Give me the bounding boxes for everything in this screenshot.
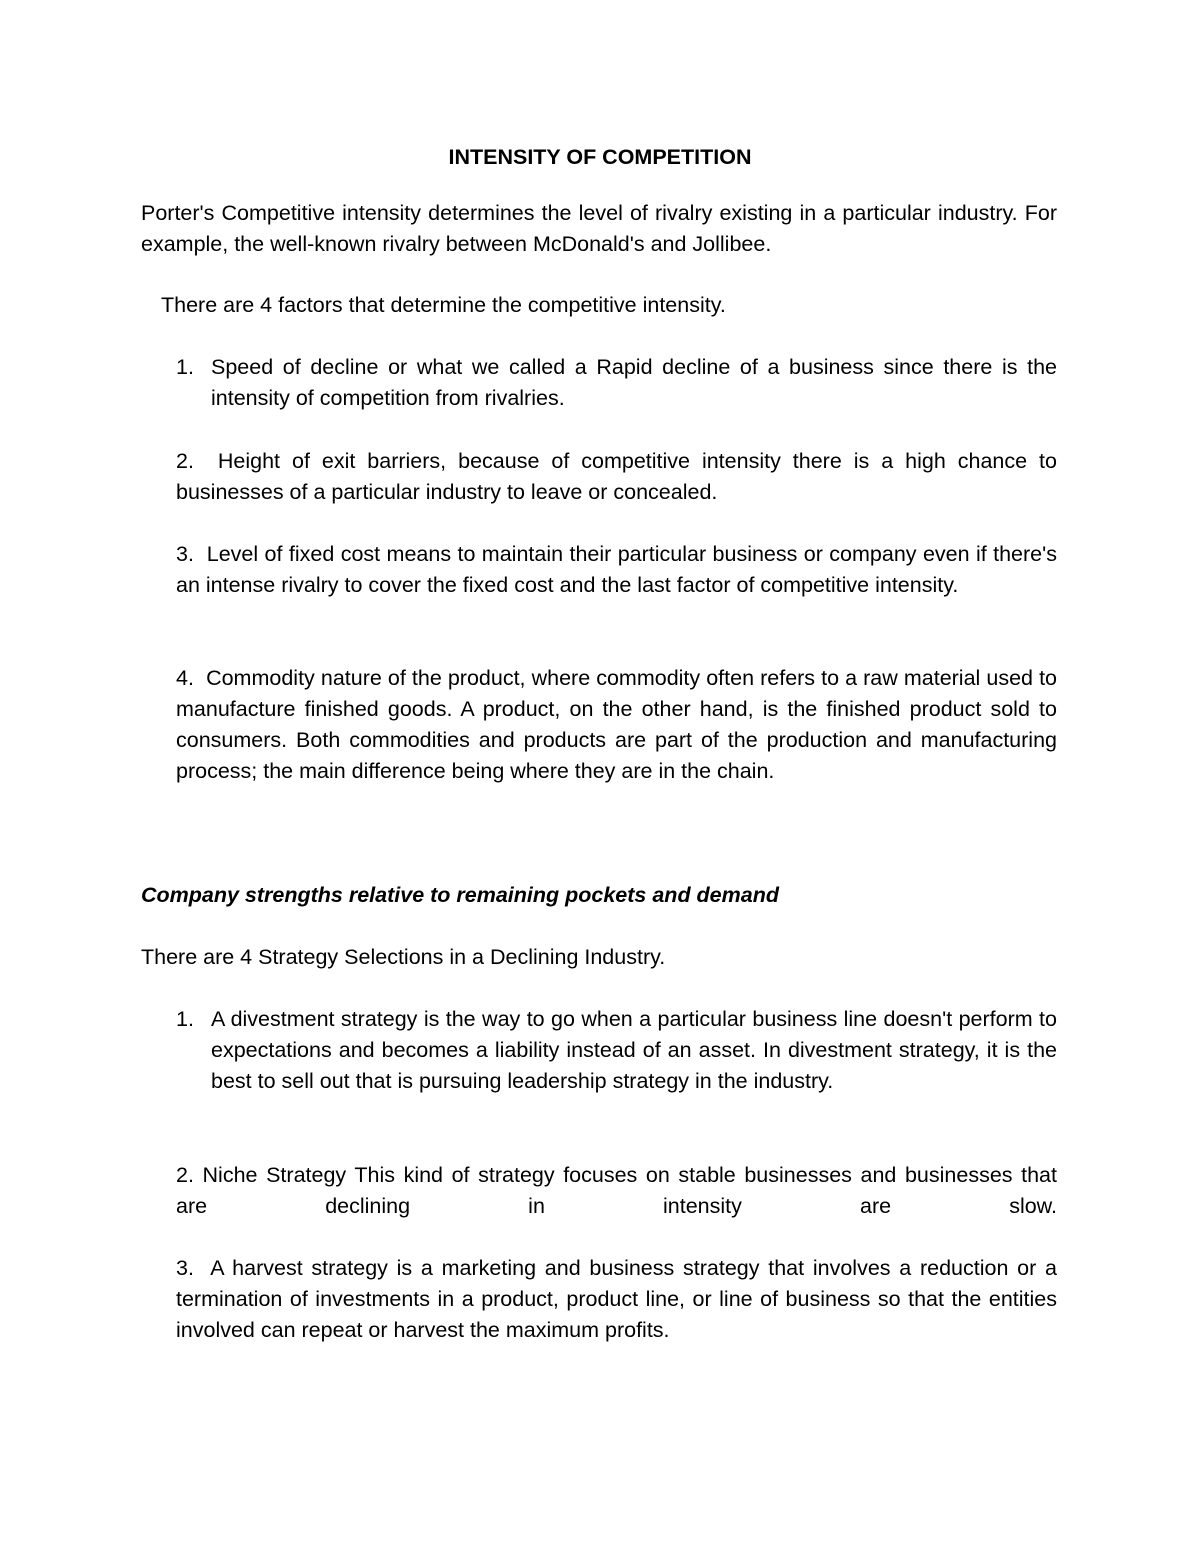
list-item-text: Commodity nature of the product, where commodity often refers to a raw material used to manufacture finished goods. A product, on the other hand, is the finished product sold to consumers. Both commodities and products are part of the production and manufacturing process; the main difference being where they are in the chain.: [176, 666, 1058, 783]
list-item-text: A divestment strategy is the way to go when a particular business line doesn't perform to expectations and becomes a liability instead of an asset. In divestment strategy, it is the best to sell out that is pursuing leadership strategy in the industry.: [211, 1007, 1057, 1093]
list-number: 2.: [176, 449, 194, 473]
list-item-text: Speed of decline or what we called a Rapid decline of a business since there is the intensity of competition from rivalries.: [211, 355, 1057, 410]
factors-lead-paragraph: There are 4 factors that determine the competitive intensity.: [161, 293, 726, 317]
list-number: 3.: [176, 542, 194, 566]
list-item-text: Level of fixed cost means to maintain their particular business or company even if there's an intense rivalry to cover the fixed cost and the last factor of competitive intensity.: [176, 542, 1057, 597]
section-heading: Company strengths relative to remaining pockets and demand: [141, 883, 779, 907]
list-item-text: A harvest strategy is a marketing and business strategy that involves a reduction or a termination of investments in a product, product line, or line of business so that the entities involved can repeat or harvest the maximum profits.: [176, 1256, 1058, 1342]
list-item-text: Niche Strategy This kind of strategy focuses on stable businesses and businesses that are declining in intensity are slow.: [176, 1163, 1057, 1218]
list-number: 1.: [176, 1007, 194, 1031]
list-number: 3.: [176, 1256, 194, 1280]
list-number: 4.: [176, 666, 194, 690]
strategy-list-item-1: [176, 1004, 1057, 1097]
factor-list-item-3: [176, 539, 1057, 601]
strategy-list-item-2: [176, 1160, 1057, 1222]
strategy-list-item-3: [176, 1253, 1057, 1346]
factor-list-item-2: [176, 446, 1057, 508]
page-title: INTENSITY OF COMPETITION: [448, 145, 752, 169]
list-number: 1.: [176, 355, 194, 379]
strategies-lead-paragraph: There are 4 Strategy Selections in a Declining Industry.: [141, 945, 666, 969]
list-number: 2.: [176, 1163, 194, 1187]
intro-paragraph: Porter's Competitive intensity determines the level of rivalry existing in a particular industry. For example, the well-known rivalry between McDonald's and Jollibee.: [141, 201, 1057, 256]
factor-list-item-4: [176, 663, 1057, 787]
list-item-text: Height of exit barriers, because of competitive intensity there is a high chance to businesses of a particular industry to leave or concealed.: [176, 449, 1057, 504]
factor-list-item-1: [176, 352, 1057, 414]
